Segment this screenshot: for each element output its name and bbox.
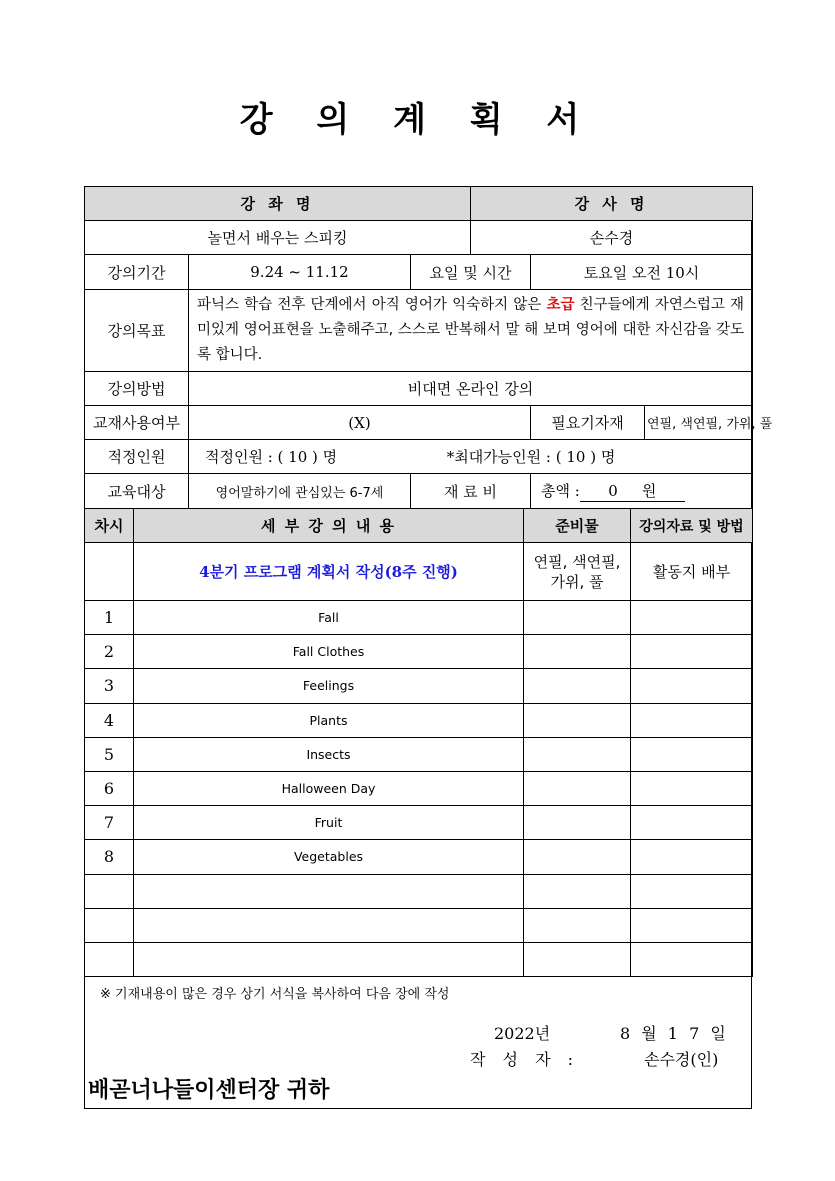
session-material [631,703,753,737]
session-material [631,840,753,874]
table-row [85,874,753,908]
goal-text-part1: 파닉스 학습 전후 단계에서 아직 영어가 익숙하지 않은 [197,297,547,313]
date-month-day: 8 월 1 7 일 [620,1024,729,1043]
session-material [631,942,753,976]
author-name: 손수경(인) [644,1050,719,1069]
session-prep-header: 준비물 [524,509,631,543]
document-title: 강 의 계 획 서 [239,100,596,140]
session-number [85,942,134,976]
session-material-header: 강의자료 및 방법 [631,509,753,543]
session-topic [134,942,524,976]
target-label: 교육대상 [85,474,189,509]
date-year: 2022년 [494,1024,551,1043]
session-topic: Plants [134,703,524,737]
method-label: 강의방법 [85,372,189,406]
instructor-header: 강 사 명 [471,187,753,221]
table-row [85,771,753,805]
textbook-label: 교재사용여부 [85,406,189,440]
plan-session-no [85,543,134,601]
course-name-header: 강 좌 명 [85,187,471,221]
session-number: 4 [85,703,134,737]
plan-title: 4분기 프로그램 계획서 작성(8주 진행) [134,543,524,601]
session-topic [134,908,524,942]
period-label: 강의기간 [85,255,189,290]
instructor-name: 손수경 [471,221,753,255]
table-row [85,908,753,942]
author-label: 작 성 자 : [470,1050,580,1069]
table-row [85,669,753,703]
table-row [85,737,753,771]
fee-total-label: 총액 : [541,482,580,500]
session-material [631,601,753,635]
day-time-value: 토요일 오전 10시 [531,255,753,290]
session-content-header: 세 부 강 의 내 용 [134,509,524,543]
table-row [85,942,753,976]
session-prep [524,601,631,635]
goal-label: 강의목표 [85,290,189,372]
session-number: 7 [85,806,134,840]
addressee: 배곧너나들이센터장 귀하 [88,1078,330,1103]
table-row [85,703,753,737]
session-material [631,771,753,805]
session-material [631,669,753,703]
session-material [631,874,753,908]
plan-prep: 연필, 색연필, 가위, 풀 [524,543,631,601]
session-prep [524,737,631,771]
plan-material: 활동지 배부 [631,543,753,601]
equipment-label: 필요기자재 [531,406,645,440]
goal-highlight: 초급 [546,297,575,313]
table-row [85,840,753,874]
table-row [85,601,753,635]
session-topic: Fall Clothes [134,635,524,669]
period-value: 9.24 ~ 11.12 [189,255,411,290]
session-topic: Fall [134,601,524,635]
session-topic: Insects [134,737,524,771]
session-topic [134,874,524,908]
course-name: 놀면서 배우는 스피킹 [85,221,471,255]
target-value: 영어말하기에 관심있는 6-7세 [189,474,411,509]
fee-value [531,474,753,509]
session-material [631,737,753,771]
session-number: 3 [85,669,134,703]
session-prep [524,806,631,840]
equipment-value: 연필, 색연필, 가위, 풀 [645,406,753,440]
session-number: 6 [85,771,134,805]
fee-unit: 원 [641,482,657,500]
session-material [631,635,753,669]
max-capacity-value: *최대가능인원 : ( 10 ) 명 [446,448,616,466]
session-topic: Feelings [134,669,524,703]
session-prep [524,840,631,874]
session-number: 1 [85,601,134,635]
session-material [631,908,753,942]
session-number: 8 [85,840,134,874]
table-row [85,806,753,840]
capacity-label: 적정인원 [85,440,189,474]
session-topic: Halloween Day [134,771,524,805]
fee-amount: 0 [608,482,618,500]
goal-text-part2: 친구들에게 자연스럽고 재미있게 영어표현을 노출해주고, 스스로 반복해서 말 해 보며 영어에 대한 자신감을 갖도록 합니다. [197,297,745,363]
session-material [631,806,753,840]
session-table [84,508,753,977]
method-value: 비대면 온라인 강의 [189,372,753,406]
table-row [85,635,753,669]
capacity-value: 적정인원 : ( 10 ) 명 [205,448,338,466]
session-prep [524,771,631,805]
session-prep [524,908,631,942]
session-number: 2 [85,635,134,669]
day-time-label: 요일 및 시간 [411,255,531,290]
session-number: 5 [85,737,134,771]
session-prep [524,874,631,908]
session-prep [524,669,631,703]
session-prep [524,703,631,737]
session-number [85,874,134,908]
session-prep [524,942,631,976]
session-no-header: 차시 [85,509,134,543]
session-number [85,908,134,942]
goal-text [189,290,753,372]
textbook-value: (X) [189,406,531,440]
form-note: ※ 기재내용이 많은 경우 상기 서식을 복사하여 다음 장에 작성 [100,987,450,1002]
session-prep [524,635,631,669]
capacity-row [189,440,753,474]
session-topic: Vegetables [134,840,524,874]
fee-label: 재 료 비 [411,474,531,509]
course-info-table [84,186,773,509]
session-topic: Fruit [134,806,524,840]
